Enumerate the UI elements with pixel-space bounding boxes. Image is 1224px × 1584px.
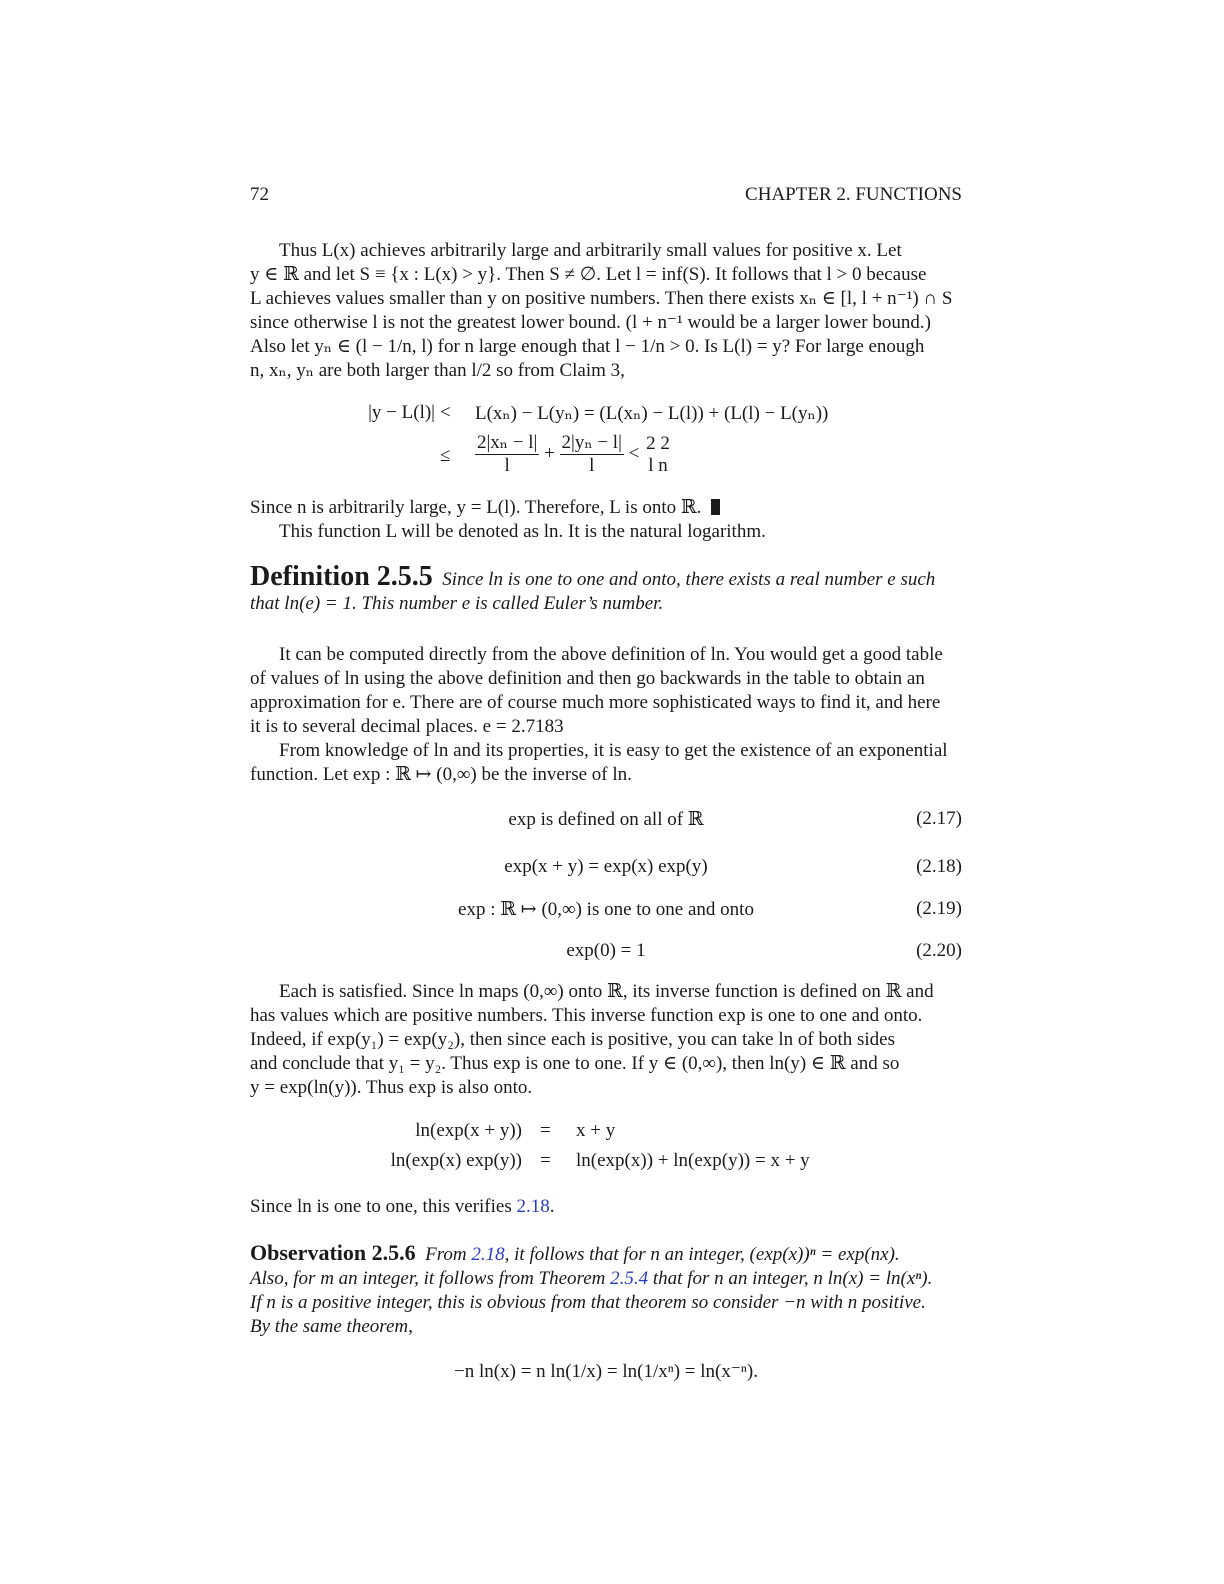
- text-line: n, xₙ, yₙ are both larger than l/2 so from Claim 3,: [250, 359, 625, 381]
- paragraph-euler: [250, 643, 962, 786]
- plus-sign: +: [544, 442, 555, 464]
- verification-block: [250, 1120, 962, 1180]
- text-line: Definition 2.5.5 Since ln is one to one and onto, there exists a real number e such: [250, 561, 936, 592]
- verify-lhs: ln(exp(x + y)): [415, 1120, 522, 1141]
- text-line: L achieves values smaller than y on positive numbers. Then there exists xₙ ∈ [l, l + n⁻¹) ∩ S: [250, 287, 953, 309]
- page-number: 72: [250, 184, 269, 205]
- text-line: Each is satisfied. Since ln maps (0,∞) onto ℝ, its inverse function is defined on ℝ and: [279, 981, 934, 1002]
- equation-number: (2.17): [916, 808, 962, 829]
- text-line: Since n is arbitrarily large, y = L(l). Therefore, L is onto ℝ.: [250, 496, 962, 520]
- ineq-lhs: |y − L(l)|: [368, 402, 435, 423]
- text-line: since otherwise l is not the greatest lower bound. (l + n⁻¹ would be a larger lower bound.): [250, 311, 931, 333]
- verifies-line: Since ln is one to one, this verifies 2.18.: [250, 1196, 555, 1217]
- fraction: 2 2 l n: [646, 432, 670, 476]
- verify-rhs: ln(exp(x)) + ln(exp(y)) = x + y: [576, 1150, 810, 1171]
- final-equation: −n ln(x) = n ln(1/x) = ln(1/xⁿ) = ln(x⁻ⁿ).: [454, 1361, 758, 1382]
- text-line: If n is a positive integer, this is obvious from that theorem so consider −n with n positive.: [250, 1291, 926, 1313]
- fraction: $\frac{\text{2|xₙ − l|}}{l}$: [477, 432, 538, 476]
- ineq-rel1: <: [440, 402, 451, 423]
- text-line: Also, for m an integer, it follows from Theorem 2.5.4 that for n an integer, n ln(x) = ln(xⁿ).: [250, 1268, 933, 1289]
- text-line: y = exp(ln(y)). Thus exp is also onto.: [250, 1076, 533, 1098]
- verify-eq: =: [540, 1150, 551, 1171]
- fraction: $\frac{\text{2|yₙ − l|}}{l}$: [561, 432, 622, 476]
- text-line: Observation 2.5.6 From 2.18, it follows that for n an integer, (exp(x))ⁿ = exp(nx).: [250, 1240, 900, 1265]
- chapter-title: CHAPTER 2. FUNCTIONS: [745, 184, 962, 205]
- text-line: has values which are positive numbers. This inverse function exp is one to one and onto.: [250, 1004, 923, 1026]
- verify-rhs: x + y: [576, 1120, 616, 1141]
- text-line: function. Let exp : ℝ ↦ (0,∞) be the inverse of ln.: [250, 763, 632, 785]
- equation-row: exp is defined on all of ℝ (2.17): [508, 808, 962, 830]
- verify-lhs: ln(exp(x) exp(y)): [390, 1150, 522, 1171]
- equation-number: (2.19): [916, 898, 962, 919]
- qed-mark: [711, 499, 720, 515]
- equation-number: (2.18): [916, 856, 962, 877]
- definition-block: [250, 561, 962, 616]
- verify-eq: =: [540, 1120, 551, 1141]
- ineq-rhs1: L(xₙ) − L(yₙ) = (L(xₙ) − L(l)) + (L(l) − L(yₙ)): [475, 403, 829, 424]
- equation-row: exp(0) = 1 (2.20): [566, 940, 962, 961]
- page: [250, 0, 962, 1584]
- text-line: it is to several decimal places. e = 2.7183: [250, 715, 564, 737]
- equation-row: exp(x + y) = exp(x) exp(y) (2.18): [504, 856, 962, 877]
- equation-number: (2.20): [916, 940, 962, 961]
- text-line: of values of ln using the above definition and then go backwards in the table to obtain an: [250, 667, 925, 689]
- less-than: <: [628, 442, 640, 464]
- equation-link[interactable]: 2.18: [516, 1196, 550, 1217]
- ineq-rhs2: [475, 432, 672, 477]
- text-line: Thus L(x) achieves arbitrarily large and arbitrarily small values for positive x. Let: [279, 240, 902, 261]
- text-line: Also let yₙ ∈ (l − 1/n, l) for n large enough that l − 1/n > 0. Is L(l) = y? For large enough: [250, 335, 925, 357]
- text-line: This function L will be denoted as ln. It is the natural logarithm.: [279, 520, 766, 542]
- text-line: By the same theorem,: [250, 1315, 413, 1337]
- ineq-rel2: ≤: [440, 445, 451, 466]
- text-line: It can be computed directly from the above definition of ln. You would get a good table: [279, 644, 943, 665]
- text-line: that ln(e) = 1. This number e is called Euler’s number.: [250, 593, 664, 614]
- paragraph-satisfied: [250, 980, 962, 1100]
- equation-link[interactable]: 2.18: [471, 1244, 505, 1265]
- text-line: y ∈ ℝ and let S ≡ {x : L(x) > y}. Then S ≠ ∅. Let l = inf(S). It follows that l > 0 because: [250, 263, 927, 285]
- text-line: and conclude that y₁ = y₂. Thus exp is one to one. If y ∈ (0,∞), then ln(y) ∈ ℝ and so: [250, 1052, 900, 1074]
- text-line: approximation for e. There are of course much more sophisticated ways to find it, and here: [250, 691, 941, 713]
- equation-row: exp : ℝ ↦ (0,∞) is one to one and onto (2.19): [458, 898, 962, 920]
- theorem-link[interactable]: 2.5.4: [610, 1268, 649, 1289]
- text-line: From knowledge of ln and its properties, it is easy to get the existence of an exponential: [279, 739, 948, 761]
- conclusion-block: [250, 496, 962, 544]
- text-line: Indeed, if exp(y₁) = exp(y₂), then since each is positive, you can take ln of both sides: [250, 1028, 895, 1050]
- observation-block: [250, 1241, 962, 1339]
- paragraph-proof: [250, 239, 962, 382]
